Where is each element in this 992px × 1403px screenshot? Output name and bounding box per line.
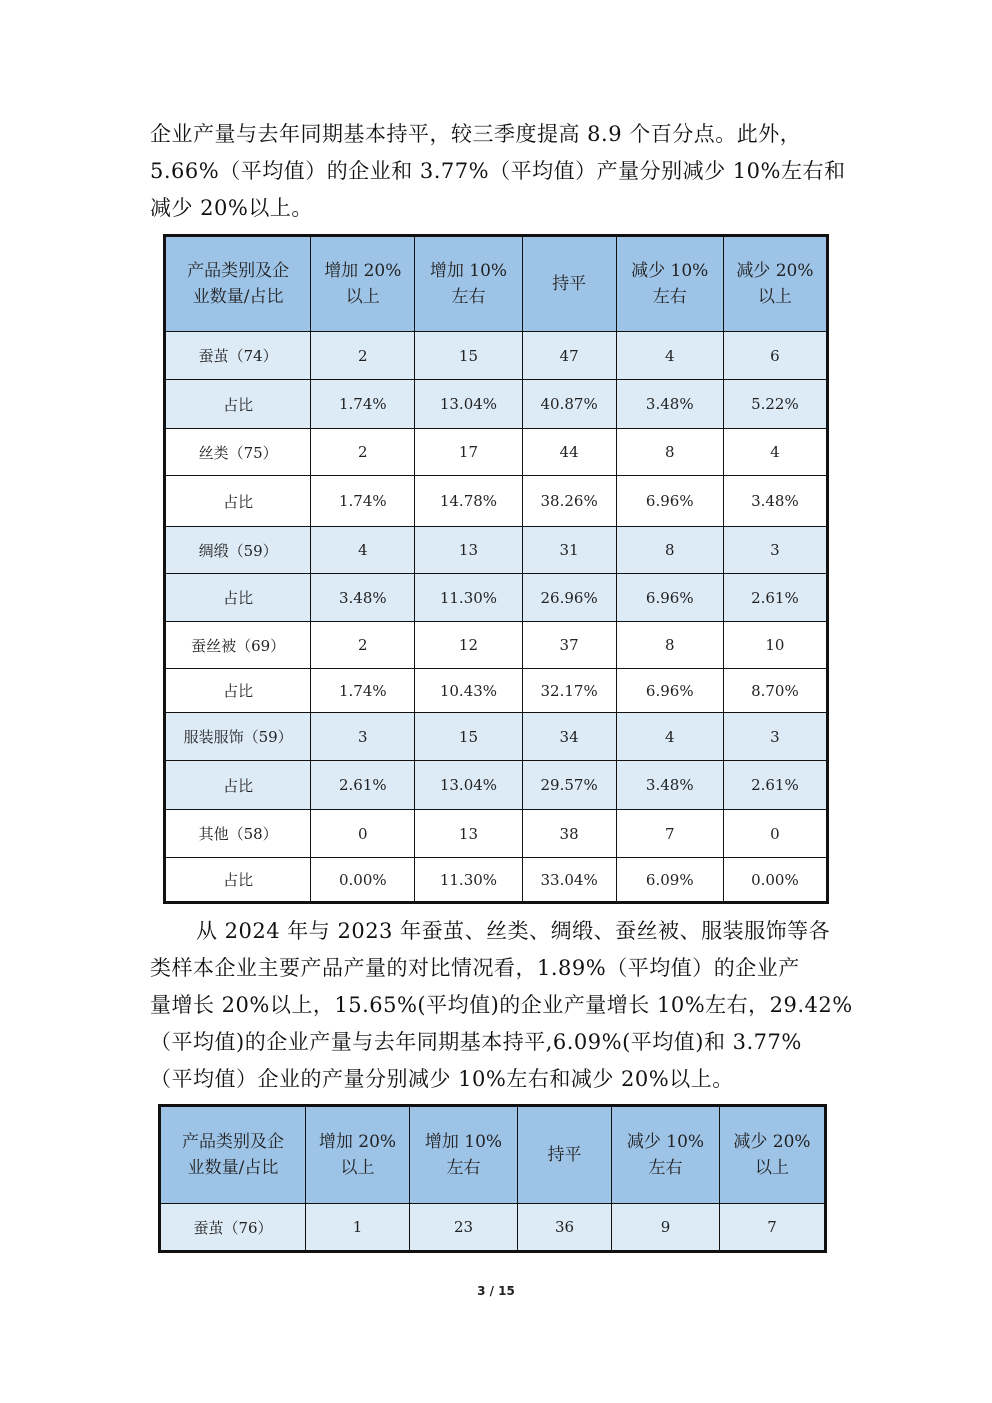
header-cell: 减少 20% 以上 bbox=[720, 1106, 826, 1204]
paragraph-2-line: （平均值)的企业产量与去年同期基本持平,6.09%(平均值)和 3.77% bbox=[150, 1030, 802, 1054]
value-cell: 11.30% bbox=[415, 574, 522, 622]
category-cell: 占比 bbox=[165, 574, 311, 622]
category-cell: 占比 bbox=[165, 476, 311, 527]
value-cell: 6.96% bbox=[616, 669, 723, 713]
value-cell: 6.09% bbox=[616, 858, 723, 903]
value-cell: 15 bbox=[415, 332, 522, 380]
header-cell: 减少 10% 左右 bbox=[612, 1106, 720, 1204]
table-row bbox=[160, 1204, 826, 1252]
value-cell: 2 bbox=[311, 429, 415, 476]
value-cell: 13.04% bbox=[415, 380, 522, 429]
value-cell: 3 bbox=[723, 527, 827, 574]
value-cell: 32.17% bbox=[522, 669, 616, 713]
value-cell: 38.26% bbox=[522, 476, 616, 527]
value-cell: 8 bbox=[616, 622, 723, 669]
value-cell: 2 bbox=[311, 622, 415, 669]
value-cell: 6 bbox=[723, 332, 827, 380]
paragraph-2 bbox=[150, 913, 853, 1098]
value-cell: 14.78% bbox=[415, 476, 522, 527]
header-cell: 增加 10% 左右 bbox=[415, 236, 522, 332]
category-cell: 占比 bbox=[165, 858, 311, 903]
category-cell: 丝类（75） bbox=[165, 429, 311, 476]
value-cell: 13.04% bbox=[415, 761, 522, 810]
header-cell: 增加 10% 左右 bbox=[410, 1106, 518, 1204]
category-cell: 蚕茧（76） bbox=[160, 1204, 306, 1252]
paragraph-2-line: 类样本企业主要产品产量的对比情况看，1.89%（平均值）的企业产 bbox=[150, 956, 800, 980]
paragraph-1 bbox=[150, 116, 846, 227]
value-cell: 40.87% bbox=[522, 380, 616, 429]
value-cell: 0 bbox=[311, 810, 415, 858]
value-cell: 4 bbox=[311, 527, 415, 574]
value-cell: 10 bbox=[723, 622, 827, 669]
table-header-row bbox=[165, 236, 828, 332]
value-cell: 2.61% bbox=[311, 761, 415, 810]
table-production-comparison-1 bbox=[163, 234, 829, 904]
value-cell: 17 bbox=[415, 429, 522, 476]
value-cell: 33.04% bbox=[522, 858, 616, 903]
value-cell: 13 bbox=[415, 527, 522, 574]
value-cell: 8 bbox=[616, 527, 723, 574]
value-cell: 13 bbox=[415, 810, 522, 858]
value-cell: 4 bbox=[723, 429, 827, 476]
value-cell: 23 bbox=[410, 1204, 518, 1252]
table-row bbox=[165, 761, 828, 810]
table-row bbox=[165, 527, 828, 574]
value-cell: 4 bbox=[616, 332, 723, 380]
value-cell: 1.74% bbox=[311, 476, 415, 527]
value-cell: 44 bbox=[522, 429, 616, 476]
value-cell: 38 bbox=[522, 810, 616, 858]
value-cell: 9 bbox=[612, 1204, 720, 1252]
value-cell: 7 bbox=[720, 1204, 826, 1252]
page-number: 3 / 15 bbox=[477, 1284, 515, 1298]
value-cell: 31 bbox=[522, 527, 616, 574]
value-cell: 3 bbox=[723, 713, 827, 761]
category-cell: 占比 bbox=[165, 380, 311, 429]
header-cell: 产品类别及企 业数量/占比 bbox=[165, 236, 311, 332]
value-cell: 6.96% bbox=[616, 574, 723, 622]
value-cell: 5.22% bbox=[723, 380, 827, 429]
header-cell: 减少 20% 以上 bbox=[723, 236, 827, 332]
value-cell: 29.57% bbox=[522, 761, 616, 810]
value-cell: 10.43% bbox=[415, 669, 522, 713]
paragraph-1-line: 5.66%（平均值）的企业和 3.77%（平均值）产量分别减少 10%左右和 bbox=[150, 159, 846, 183]
header-cell: 产品类别及企 业数量/占比 bbox=[160, 1106, 306, 1204]
value-cell: 3 bbox=[311, 713, 415, 761]
table-row bbox=[165, 380, 828, 429]
paragraph-2-line: 从 2024 年与 2023 年蚕茧、丝类、绸缎、蚕丝被、服装服饰等各 bbox=[196, 919, 831, 943]
table-row bbox=[165, 476, 828, 527]
paragraph-1-line: 减少 20%以上。 bbox=[150, 196, 313, 220]
value-cell: 1.74% bbox=[311, 669, 415, 713]
value-cell: 3.48% bbox=[311, 574, 415, 622]
value-cell: 0.00% bbox=[311, 858, 415, 903]
table-row bbox=[165, 669, 828, 713]
value-cell: 3.48% bbox=[723, 476, 827, 527]
category-cell: 服装服饰（59） bbox=[165, 713, 311, 761]
value-cell: 8.70% bbox=[723, 669, 827, 713]
value-cell: 3.48% bbox=[616, 380, 723, 429]
table-production-comparison-2 bbox=[158, 1104, 827, 1253]
value-cell: 7 bbox=[616, 810, 723, 858]
table-header-row bbox=[160, 1106, 826, 1204]
header-cell: 持平 bbox=[518, 1106, 612, 1204]
category-cell: 占比 bbox=[165, 761, 311, 810]
value-cell: 1.74% bbox=[311, 380, 415, 429]
value-cell: 47 bbox=[522, 332, 616, 380]
paragraph-2-line: （平均值）企业的产量分别减少 10%左右和减少 20%以上。 bbox=[150, 1067, 734, 1091]
category-cell: 绸缎（59） bbox=[165, 527, 311, 574]
value-cell: 0.00% bbox=[723, 858, 827, 903]
table-row bbox=[165, 810, 828, 858]
value-cell: 3.48% bbox=[616, 761, 723, 810]
value-cell: 4 bbox=[616, 713, 723, 761]
paragraph-2-line: 量增长 20%以上，15.65%(平均值)的企业产量增长 10%左右，29.42% bbox=[150, 993, 853, 1017]
value-cell: 34 bbox=[522, 713, 616, 761]
value-cell: 2.61% bbox=[723, 574, 827, 622]
table-row bbox=[165, 713, 828, 761]
value-cell: 12 bbox=[415, 622, 522, 669]
value-cell: 11.30% bbox=[415, 858, 522, 903]
value-cell: 36 bbox=[518, 1204, 612, 1252]
value-cell: 26.96% bbox=[522, 574, 616, 622]
value-cell: 37 bbox=[522, 622, 616, 669]
header-cell: 增加 20% 以上 bbox=[311, 236, 415, 332]
table-row bbox=[165, 429, 828, 476]
value-cell: 8 bbox=[616, 429, 723, 476]
value-cell: 0 bbox=[723, 810, 827, 858]
table-row bbox=[165, 858, 828, 903]
value-cell: 6.96% bbox=[616, 476, 723, 527]
value-cell: 2 bbox=[311, 332, 415, 380]
header-cell: 减少 10% 左右 bbox=[616, 236, 723, 332]
value-cell: 15 bbox=[415, 713, 522, 761]
header-cell: 增加 20% 以上 bbox=[306, 1106, 410, 1204]
header-cell: 持平 bbox=[522, 236, 616, 332]
category-cell: 蚕茧（74） bbox=[165, 332, 311, 380]
table-row bbox=[165, 574, 828, 622]
category-cell: 占比 bbox=[165, 669, 311, 713]
value-cell: 1 bbox=[306, 1204, 410, 1252]
category-cell: 蚕丝被（69） bbox=[165, 622, 311, 669]
category-cell: 其他（58） bbox=[165, 810, 311, 858]
paragraph-1-line: 企业产量与去年同期基本持平，较三季度提高 8.9 个百分点。此外， bbox=[150, 122, 802, 146]
value-cell: 2.61% bbox=[723, 761, 827, 810]
table-row bbox=[165, 622, 828, 669]
table-row bbox=[165, 332, 828, 380]
